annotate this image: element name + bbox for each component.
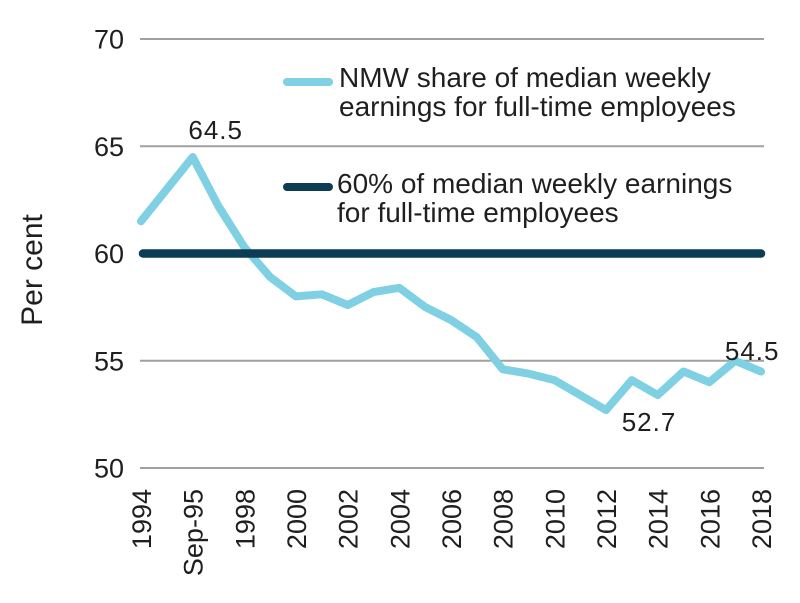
x-tick-label-2002: 2002 <box>333 489 364 550</box>
legend-label-line-1: 60% of median weekly earnings <box>337 168 733 199</box>
x-tick-label-2012: 2012 <box>592 489 622 550</box>
legend-label-line-2: earnings for full-time employees <box>339 91 736 122</box>
x-tick-label-2000: 2000 <box>282 489 312 550</box>
legend-label-nmw-share <box>339 63 736 121</box>
x-tick-label-2016: 2016 <box>695 489 726 550</box>
legend-label-line-1: NMW share of median weekly <box>339 62 711 93</box>
legend-item-nmw-share <box>283 63 736 121</box>
legend-label-60pct-median <box>337 169 732 227</box>
x-tick-label-Sep-95: Sep-95 <box>178 489 209 577</box>
legend-item-60pct-median <box>283 169 732 227</box>
x-tick-label-2014: 2014 <box>643 489 674 550</box>
x-tick-label-2006: 2006 <box>437 489 467 550</box>
y-tick-label-65: 65 <box>93 131 124 162</box>
x-tick-label-2018: 2018 <box>747 489 777 550</box>
data-label-52.7: 52.7 <box>621 407 677 438</box>
data-label-54.5: 54.5 <box>724 335 780 366</box>
y-axis-title: Per cent <box>16 214 49 326</box>
legend-line-swatch-nmw-icon <box>283 78 333 86</box>
y-tick-label-60: 60 <box>93 239 124 269</box>
x-tick-label-2010: 2010 <box>540 489 571 550</box>
x-tick-label-1998: 1998 <box>230 489 261 550</box>
x-tick-label-1994: 1994 <box>127 489 157 550</box>
x-tick-label-2008: 2008 <box>488 489 519 550</box>
legend-label-line-2: for full-time employees <box>337 197 619 228</box>
legend-line-swatch-60pct-icon <box>283 183 333 191</box>
data-label-64.5: 64.5 <box>188 115 244 145</box>
y-tick-label-50: 50 <box>93 453 124 484</box>
x-tick-label-2004: 2004 <box>385 489 416 550</box>
y-tick-label-55: 55 <box>93 346 124 377</box>
y-tick-label-70: 70 <box>93 24 124 55</box>
